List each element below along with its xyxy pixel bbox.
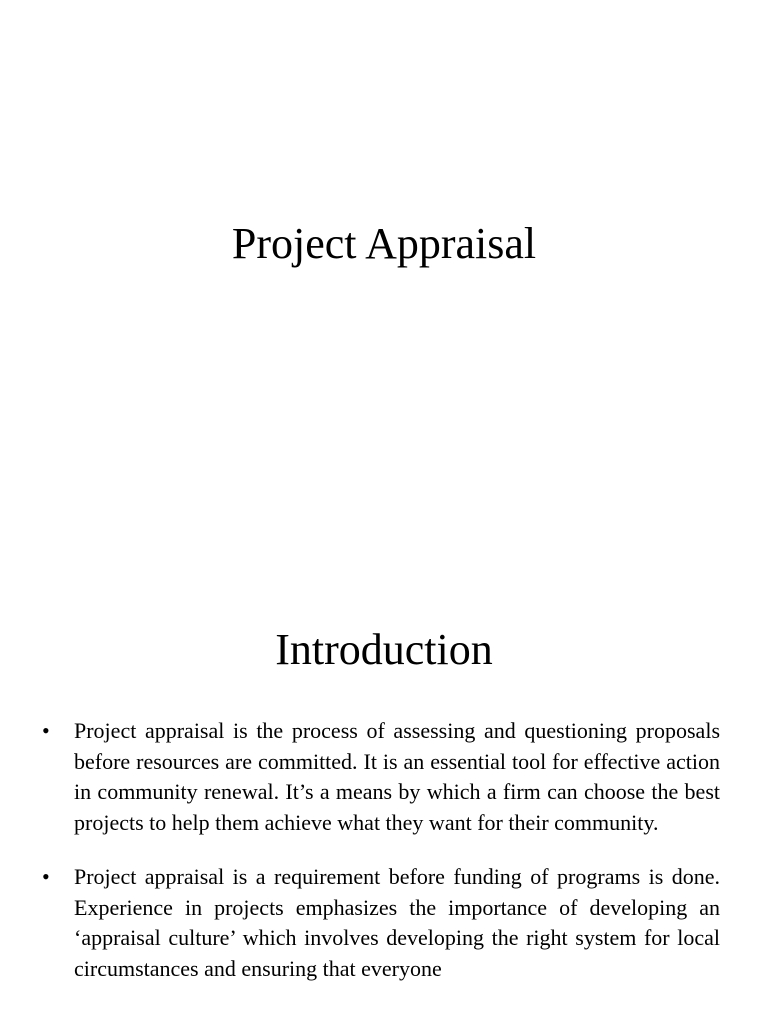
page-title: Project Appraisal [231,219,537,268]
bullet-icon: • [42,718,50,743]
bullet-icon: • [42,864,50,889]
list-item [0,716,768,838]
list-item [0,862,768,984]
bullet-list [0,716,768,1008]
section-title: Introduction [275,625,493,674]
introduction-slide [0,560,768,1024]
bullet-text: Project appraisal is a requirement before funding of programs is done. Experience in projects emphasizes the importance of developing an ‘appraisal culture’ which involves developing the right system for local circumstances and ensuring that everyone [74,864,720,981]
bullet-text: Project appraisal is the process of assessing and questioning proposals before resources are committed. It is an essential tool for effective action in community renewal. It’s a means by which a firm can choose the best projects to help them achieve what they want for their community. [74,718,720,835]
